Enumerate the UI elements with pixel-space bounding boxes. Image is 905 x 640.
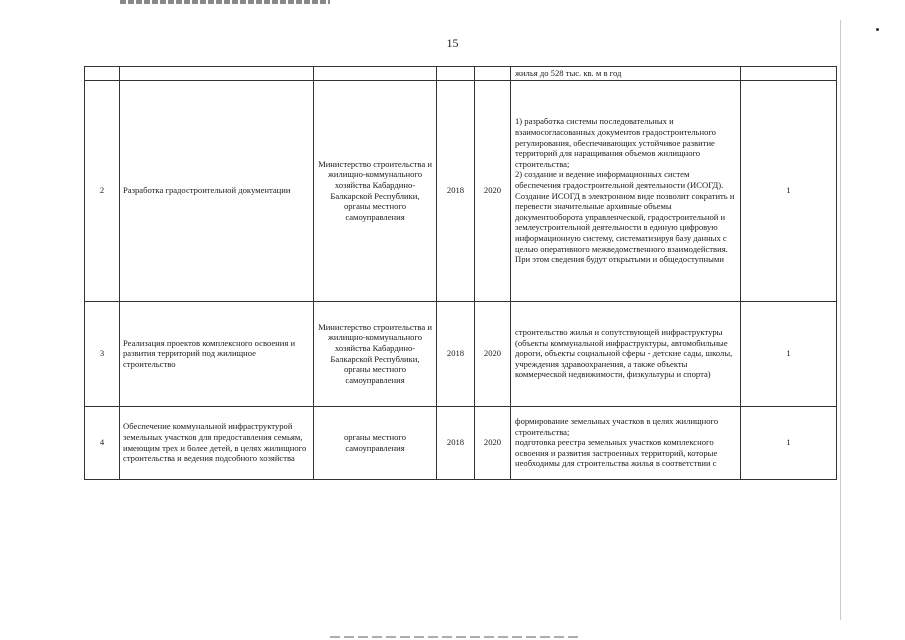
activity-cell: Разработка градостроительной документации <box>120 80 314 301</box>
result-line: формирование земельных участков в целях жилищного строительства; <box>515 416 719 437</box>
scan-artifact-right <box>840 20 841 620</box>
activity-cell <box>120 67 314 81</box>
end-year-cell: 2020 <box>475 80 511 301</box>
program-table <box>84 66 837 480</box>
result-line: 2) создание и ведение информационных систем обеспечения градостроительной деятельности (ИСОГД). Создание ИСОГД в электронном виде позволит сократить и перевести значительные архивные объемы документооборота управленческой, градостроительной и землеустроительной деятельности в единую цифровую информационную систему, систематизируя базу данных с целью оперативного межведомственного взаимодействия. При этом сведения будут открытыми и общедоступными <box>515 169 735 265</box>
table-row <box>85 67 837 81</box>
start-year-cell: 2018 <box>437 80 475 301</box>
table-row <box>85 80 837 301</box>
activity-cell: Обеспечение коммунальной инфраструктурой земельных участков для предоставления семьям, имеющим трех и более детей, в целях жилищного строительства и ведения подсобного хозяйства <box>120 406 314 479</box>
responsible-cell <box>314 67 437 81</box>
scan-speck <box>876 28 879 31</box>
scan-artifact-top <box>120 0 330 4</box>
results-cell <box>511 80 741 301</box>
indicator-cell <box>741 67 837 81</box>
result-line: подготовка реестра земельных участков комплексного освоения и развития застроенных территорий, которые необходимы для строительства жилья в соответствии с <box>515 437 718 469</box>
responsible-cell: Министерство строительства и жилищно-коммунального хозяйства Кабардино-Балкарской Республики, органы местного самоуправления <box>314 301 437 406</box>
result-line: жилья до 528 тыс. кв. м в год <box>515 68 622 78</box>
page-number: 15 <box>446 36 459 50</box>
responsible-cell: Министерство строительства и жилищно-коммунального хозяйства Кабардино-Балкарской Республики, органы местного самоуправления <box>314 80 437 301</box>
scan-artifact-bottom <box>330 636 580 638</box>
indicator-cell: 1 <box>741 80 837 301</box>
result-line: строительство жилья и сопутствующей инфраструктуры (объекты коммунальной инфраструктуры, автомобильные дороги, объекты социальной сферы - детские сады, школы, учреждения здравоохранения, а также объекты коммерческой недвижимости, физкультуры и спорта) <box>515 327 733 380</box>
row-number: 3 <box>85 301 120 406</box>
activity-cell: Реализация проектов комплексного освоения и развития территорий под жилищное строительство <box>120 301 314 406</box>
start-year-cell: 2018 <box>437 301 475 406</box>
row-number <box>85 67 120 81</box>
indicator-cell: 1 <box>741 406 837 479</box>
row-number: 4 <box>85 406 120 479</box>
results-cell <box>511 67 741 81</box>
end-year-cell: 2020 <box>475 301 511 406</box>
end-year-cell: 2020 <box>475 406 511 479</box>
end-year-cell <box>475 67 511 81</box>
table-row <box>85 301 837 406</box>
results-cell <box>511 406 741 479</box>
table-row <box>85 406 837 479</box>
row-number: 2 <box>85 80 120 301</box>
indicator-cell: 1 <box>741 301 837 406</box>
result-line: 1) разработка системы последовательных и взаимосогласованных документов градостроительного регулирования, обеспечивающих устойчивое развитие территорий для наращивания объемов жилищного строительства; <box>515 116 716 169</box>
start-year-cell <box>437 67 475 81</box>
responsible-cell: органы местного самоуправления <box>314 406 437 479</box>
start-year-cell: 2018 <box>437 406 475 479</box>
results-cell <box>511 301 741 406</box>
